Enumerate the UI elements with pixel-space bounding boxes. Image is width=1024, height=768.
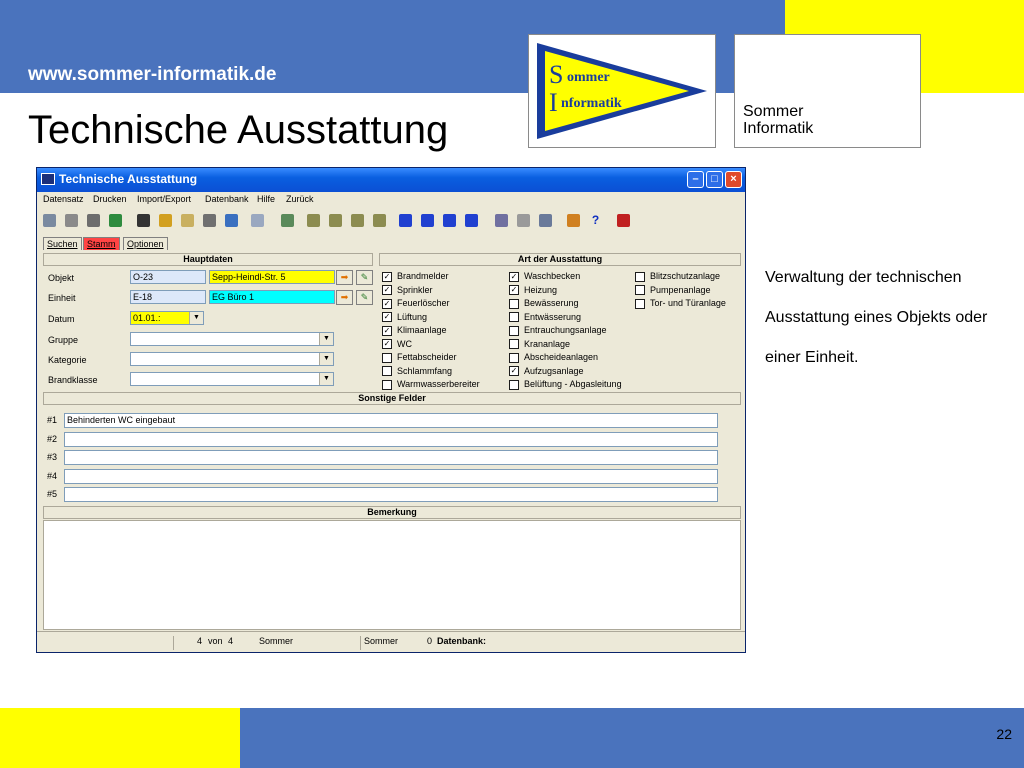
sl-icon[interactable] [399, 214, 412, 227]
checkbox-label: Brandmelder [397, 271, 449, 281]
objekt-lookup-icon[interactable]: ✎ [356, 270, 373, 285]
checkmark-icon[interactable]: ✓ [383, 325, 391, 335]
checkbox-label: Pumpenanlage [650, 284, 711, 295]
checkbox-empty-icon[interactable] [509, 353, 519, 363]
slide-title: Technische Ausstattung [28, 108, 449, 152]
minimize-icon[interactable]: – [687, 171, 704, 188]
checkbox-col1-6[interactable] [382, 352, 457, 364]
sonstige-row-number: #1 [47, 415, 58, 425]
checkbox-col1-4[interactable] [382, 325, 447, 337]
checkbox-empty-icon[interactable] [635, 272, 645, 282]
document-icon[interactable] [517, 214, 530, 227]
tab-suchen[interactable]: Suchen [43, 237, 82, 250]
bemerkung-header: Bemerkung [43, 506, 741, 519]
menu-import-export[interactable]: Import/Export [137, 194, 192, 204]
checkbox-col1-7[interactable] [382, 366, 452, 378]
logo-line-1: Sommer [743, 103, 804, 120]
datum-field[interactable] [130, 311, 204, 325]
status-user-2: Sommer [364, 636, 399, 646]
sommer-informatik-pennant-logo [528, 34, 716, 148]
menu-datenbank[interactable]: Datenbank [205, 194, 249, 204]
checkbox-empty-icon[interactable] [382, 353, 392, 363]
checkmark-icon[interactable]: ✓ [383, 285, 391, 295]
checkbox-col3-0[interactable] [635, 271, 720, 283]
checkbox-label: Sprinkler [397, 284, 433, 295]
checkbox-empty-icon[interactable] [635, 285, 645, 295]
close-icon[interactable]: × [725, 171, 742, 188]
print-preview-icon[interactable] [65, 214, 78, 227]
status-von: von [208, 636, 223, 646]
sonstige-row-number: #2 [47, 433, 58, 444]
checkbox-col2-1[interactable] [509, 285, 557, 297]
status-count: 0 [427, 636, 433, 646]
page-number: 22 [996, 726, 1012, 742]
sl-next-icon[interactable] [421, 214, 434, 227]
delete-icon[interactable] [281, 214, 294, 227]
svg-text:nformatik: nformatik [561, 96, 622, 111]
prev-record-icon[interactable] [329, 214, 342, 227]
sonstige-header: Sonstige Felder [43, 392, 741, 405]
site-url: www.sommer-informatik.de [28, 64, 277, 85]
checkbox-label: Belüftung - Abgasleitung [524, 379, 622, 389]
checkbox-col1-5[interactable] [382, 339, 412, 351]
checkbox-col1-3[interactable] [382, 312, 427, 324]
ausstattung-header: Art der Ausstattung [379, 253, 741, 266]
checkmark-icon[interactable]: ✓ [510, 285, 518, 295]
kategorie-dropdown-icon[interactable]: ▼ [319, 353, 333, 365]
tab-optionen[interactable]: Optionen [123, 237, 168, 250]
checkbox-col2-0[interactable] [509, 271, 580, 283]
status-db-label: Datenbank: [437, 636, 487, 646]
sonstige-row-number: #4 [47, 470, 58, 481]
archive-icon[interactable] [181, 214, 194, 227]
checkbox-label: WC [397, 338, 412, 349]
footer-band [240, 708, 1024, 768]
print-icon[interactable] [43, 214, 56, 227]
checkbox-empty-icon[interactable] [509, 299, 519, 309]
hauptdaten-header: Hauptdaten [43, 253, 373, 266]
kategorie-select[interactable] [130, 352, 334, 366]
status-record: 4 [197, 636, 203, 646]
svg-text:ommer: ommer [567, 70, 610, 85]
checkmark-icon[interactable]: ✓ [383, 312, 391, 322]
bemerkung-textarea[interactable] [43, 520, 741, 630]
brandklasse-label: Brandklasse [48, 375, 98, 385]
excel-icon[interactable] [109, 214, 122, 227]
tab-stamm[interactable]: Stamm [83, 237, 120, 250]
app-icon [41, 173, 55, 185]
last-record-icon[interactable] [373, 214, 386, 227]
window-titlebar[interactable] [37, 168, 745, 192]
checkbox-label: Heizung [524, 284, 558, 295]
maximize-icon[interactable]: □ [706, 171, 723, 188]
checkbox-empty-icon[interactable] [635, 299, 645, 309]
checkbox-empty-icon[interactable] [509, 339, 519, 349]
checkbox-label: Entrauchungsanlage [524, 325, 607, 335]
checkbox-empty-icon[interactable] [509, 326, 519, 336]
svg-text:S: S [549, 60, 564, 89]
checkmark-icon[interactable]: ✓ [383, 271, 391, 281]
checkbox-col1-2[interactable] [382, 298, 450, 310]
datum-label: Datum [48, 314, 75, 324]
save-icon[interactable] [251, 214, 264, 227]
checkbox-label: Klimaanlage [397, 325, 447, 335]
checkbox-empty-icon[interactable] [382, 380, 392, 390]
checkbox-col3-1[interactable] [635, 285, 711, 297]
sonstige-row-number: #3 [47, 452, 58, 462]
status-total: 4 [228, 636, 234, 646]
checkbox-empty-icon[interactable] [509, 380, 519, 390]
find-icon[interactable] [137, 214, 150, 227]
menu-bar [37, 192, 745, 208]
sonstige-field-3[interactable] [64, 450, 718, 465]
checkbox-label: Lüftung [397, 311, 428, 322]
window-title: Technische Ausstattung [59, 172, 198, 186]
svg-text:I: I [549, 88, 558, 117]
einheit-goto-arrow-icon[interactable]: ➡ [336, 290, 353, 305]
footer-accent [0, 708, 240, 768]
checkbox-col1-1[interactable] [382, 285, 433, 297]
app-window [36, 167, 746, 653]
checkbox-label: Abscheideanlagen [524, 352, 599, 362]
einheit-name-field[interactable]: EG Büro 1 [209, 290, 335, 304]
sommer-informatik-text-logo [734, 34, 921, 148]
checkmark-icon[interactable]: ✓ [383, 339, 391, 349]
sonstige-row-number: #5 [47, 489, 58, 499]
screen-icon[interactable] [539, 214, 552, 227]
objekt-code-field[interactable]: O-23 [130, 270, 206, 284]
checkbox-label: Blitzschutzanlage [650, 271, 721, 281]
datum-dropdown-icon[interactable]: ▼ [189, 312, 203, 324]
brandklasse-dropdown-icon[interactable]: ▼ [319, 373, 333, 385]
einheit-lookup-icon[interactable]: ✎ [356, 290, 373, 305]
checkbox-label: Bewässerung [524, 298, 579, 308]
sonstige-field-1[interactable]: Behinderten WC eingebaut [64, 413, 718, 428]
kategorie-label: Kategorie [48, 355, 87, 365]
next-record-icon[interactable] [351, 214, 364, 227]
exit-icon[interactable] [617, 214, 630, 227]
checkbox-label: Tor- und Türanlage [650, 298, 726, 308]
slide-description: Verwaltung der technischen Ausstattung eines Objekts oder einer Einheit. [765, 269, 988, 366]
checkbox-empty-icon[interactable] [509, 312, 519, 322]
status-divider [360, 636, 361, 650]
gruppe-select[interactable] [130, 332, 334, 346]
settings-icon[interactable] [203, 214, 216, 227]
menu-hilfe[interactable]: Hilfe [257, 194, 276, 204]
checkbox-col2-3[interactable] [509, 312, 581, 324]
checkbox-col1-8[interactable] [382, 379, 480, 391]
checkbox-col2-8[interactable] [509, 379, 622, 391]
checkbox-col2-4[interactable] [509, 325, 607, 337]
checkbox-label: Fettabscheider [397, 352, 457, 362]
checkbox-label: Waschbecken [524, 271, 581, 281]
checkbox-col3-2[interactable] [635, 298, 726, 310]
status-bar [37, 631, 745, 651]
status-user: Sommer [259, 636, 294, 646]
refresh-icon[interactable] [159, 214, 172, 227]
help-icon[interactable]: ? [589, 214, 602, 227]
sonstige-field-5[interactable] [64, 487, 718, 502]
einheit-label: Einheit [48, 293, 76, 303]
first-record-icon[interactable] [307, 214, 320, 227]
sonstige-field-4[interactable] [64, 469, 718, 484]
toolbar [37, 208, 745, 234]
checkbox-empty-icon[interactable] [382, 366, 392, 376]
checkbox-label: Feuerlöscher [397, 298, 450, 308]
menu-zurueck[interactable]: Zurück [286, 194, 314, 204]
checkbox-label: Krananlage [524, 338, 571, 349]
sl-last-icon[interactable] [465, 214, 478, 227]
checkmark-icon[interactable]: ✓ [383, 298, 391, 308]
checkbox-label: Entwässerung [524, 311, 582, 322]
pencil-icon[interactable] [567, 214, 580, 227]
gruppe-label: Gruppe [48, 335, 79, 345]
tab-bar [37, 235, 745, 251]
menu-drucken[interactable]: Drucken [93, 194, 127, 204]
network-icon[interactable] [225, 214, 238, 227]
einheit-code-field[interactable]: E-18 [130, 290, 206, 304]
objekt-name-field[interactable]: Sepp-Heindl-Str. 5 [209, 270, 335, 284]
checkbox-label: Schlammfang [397, 365, 453, 376]
brandklasse-select[interactable] [130, 372, 334, 386]
status-divider [173, 636, 174, 650]
tools-icon[interactable] [87, 214, 100, 227]
gruppe-dropdown-icon[interactable]: ▼ [319, 333, 333, 345]
sonstige-field-2[interactable] [64, 432, 718, 447]
objekt-label: Objekt [48, 273, 75, 283]
sl-play-icon[interactable] [443, 214, 456, 227]
checkbox-label: Aufzugsanlage [524, 365, 584, 376]
checkbox-label: Warmwasserbereiter [397, 379, 480, 389]
checkbox-col2-2[interactable] [509, 298, 579, 310]
calendar-icon[interactable] [495, 214, 508, 227]
checkbox-col2-5[interactable] [509, 339, 570, 351]
checkbox-col2-6[interactable] [509, 352, 598, 364]
datum-value: 01.01.: [133, 313, 161, 323]
checkbox-col1-0[interactable] [382, 271, 449, 283]
checkbox-col2-7[interactable] [509, 366, 584, 378]
checkmark-icon[interactable]: ✓ [510, 271, 518, 281]
logo-line-2: Informatik [743, 120, 814, 137]
objekt-goto-arrow-icon[interactable]: ➡ [336, 270, 353, 285]
checkmark-icon[interactable]: ✓ [510, 366, 518, 376]
menu-datensatz[interactable]: Datensatz [43, 194, 84, 204]
